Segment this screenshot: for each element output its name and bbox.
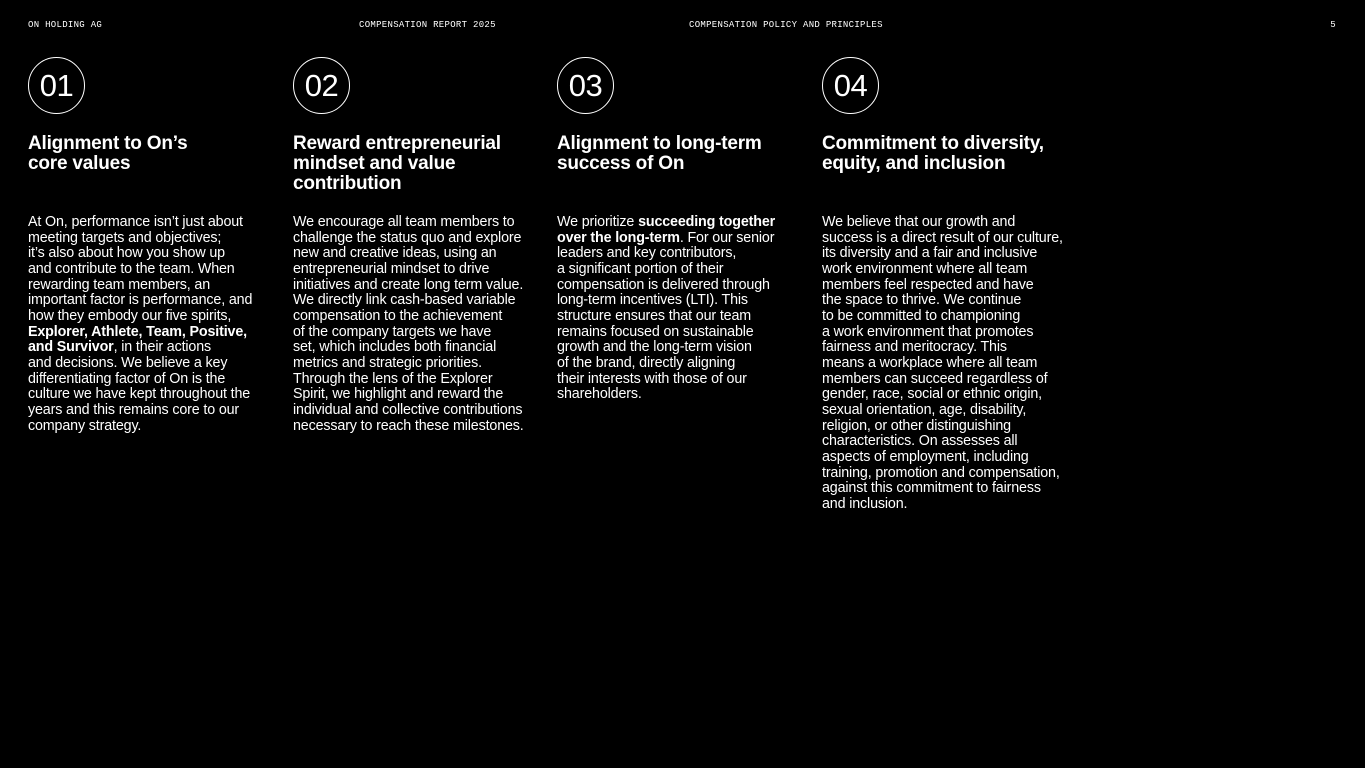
principle-body: We encourage all team members to challenge the status quo and explore new and creative ideas, using an entrepreneurial mindset to drive initiatives and create long term value. We directly link cash-based variable compensation to the achievement of the company targets we have set, which includes both financial metrics and strategic priorities. Through the lens of the Explorer Spirit, we highlight and reward the individual and collective contributions necessary to reach these milestones.: [293, 214, 524, 434]
page-number: 5: [1330, 20, 1336, 30]
principle-title: Commitment to diversity, equity, and inclusion: [822, 133, 1044, 174]
long-term-highlight: over the long-term: [557, 229, 680, 246]
principle-body: We believe that our growth and success is a direct result of our culture, its diversity and a fair and inclusive work environment where all team members feel respected and have the space to thrive. We continue to be committed to championing a work environment that promotes fairness and meritocracy. This means a workplace where all team members can succeed regardless of gender, race, social or ethnic origin, sexual orientation, age, disability, religion, or other distinguishing characteristics. On assesses all aspects of employment, including training, promotion and compensation, against this commitment to fairness and inclusion.: [822, 214, 1063, 512]
principle-column-3: [557, 57, 807, 403]
principle-column-4: [822, 57, 1072, 512]
principle-body: At On, performance isn’t just about meeting targets and objectives; it’s also about how you show up and contribute to the team. When rewarding team members, an important factor is performance, and how they embody our five spirits, Explorer, Athlete, Team, Positive, and Survivor, in their actions and decisions. We believe a key differentiating factor of On is the culture we have kept throughout the years and this remains core to our company strategy.: [28, 214, 253, 434]
principle-number-badge: 03: [557, 57, 614, 114]
spirits-highlight: Explorer, Athlete, Team, Positive,: [28, 323, 247, 340]
principle-title: Alignment to On’s core values: [28, 133, 188, 174]
company-name: ON HOLDING AG: [28, 20, 103, 30]
principle-title: Reward entrepreneurial mindset and value contribution: [293, 133, 501, 194]
principle-column-1: [28, 57, 278, 434]
principle-title: Alignment to long-term success of On: [557, 133, 762, 174]
principle-number-badge: 01: [28, 57, 85, 114]
principle-column-2: [293, 57, 543, 434]
report-title: COMPENSATION REPORT 2025: [359, 20, 496, 30]
principle-number-badge: 02: [293, 57, 350, 114]
long-term-highlight: succeeding together: [638, 214, 776, 230]
spirits-highlight: and Survivor: [28, 339, 114, 356]
section-title: COMPENSATION POLICY AND PRINCIPLES: [689, 20, 883, 30]
principle-body: We prioritize succeeding together over the long-term. For our senior leaders and key contributors, a significant portion of their compensation is delivered through long-term incentives (LTI). This structure ensures that our team remains focused on sustainable growth and the long-term vision of the brand, directly aligning their interests with those of our shareholders.: [557, 214, 776, 403]
principle-number-badge: 04: [822, 57, 879, 114]
